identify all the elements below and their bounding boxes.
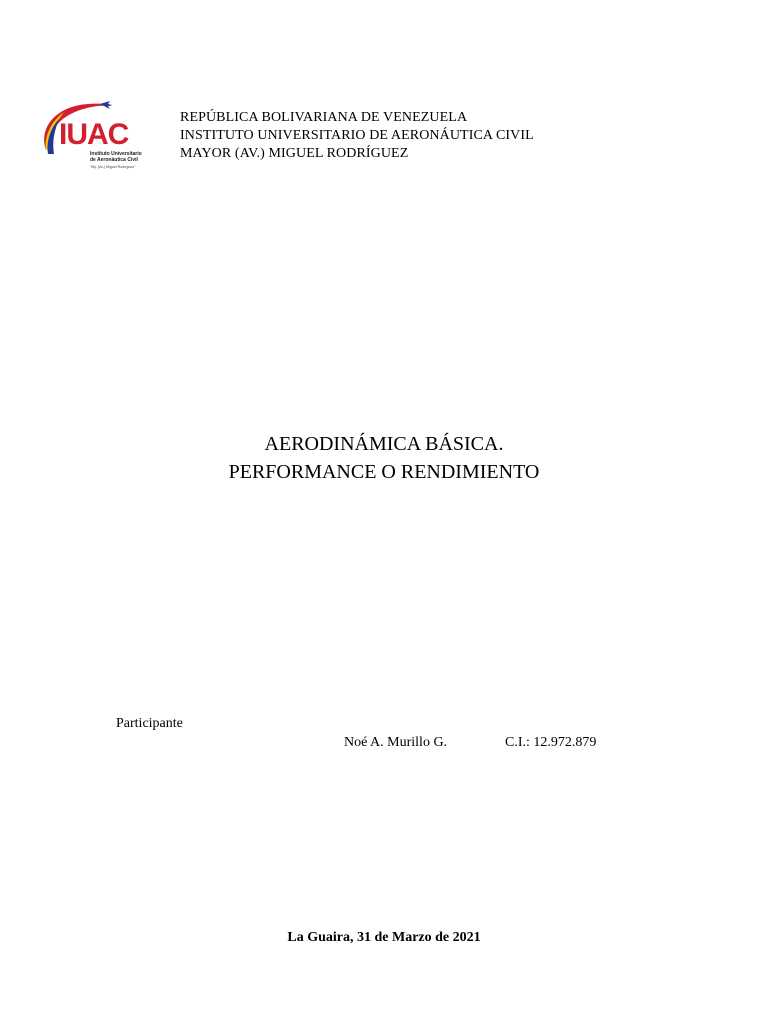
title-line-1: AERODINÁMICA BÁSICA.: [264, 433, 504, 455]
title-line-2: PERFORMANCE O RENDIMIENTO: [228, 461, 540, 483]
participant-label: Participante: [116, 716, 183, 731]
participant-id: C.I.: 12.972.879: [505, 735, 597, 750]
logo-subtitle-2: de Aeronáutica Civil: [90, 157, 138, 163]
participant-name: Noé A. Murillo G.: [344, 735, 448, 750]
iuac-logo: [38, 98, 158, 174]
header-line-country: REPÚBLICA BOLIVARIANA DE VENEZUELA: [180, 110, 468, 125]
header-line-institute: INSTITUTO UNIVERSITARIO DE AERONÁUTICA CIVIL: [180, 128, 534, 143]
header-line-honoree: MAYOR (AV.) MIGUEL RODRÍGUEZ: [180, 146, 409, 161]
institution-header: [180, 109, 534, 163]
place-date: La Guaira, 31 de Marzo de 2021: [287, 930, 481, 945]
document-title: [0, 430, 768, 486]
logo-subtitle-3: "My. (Av.) Miguel Rodríguez": [90, 165, 136, 169]
logo-wordmark: IUAC: [59, 118, 129, 151]
logo-subtitle-1: Instituto Universitario: [90, 151, 142, 157]
